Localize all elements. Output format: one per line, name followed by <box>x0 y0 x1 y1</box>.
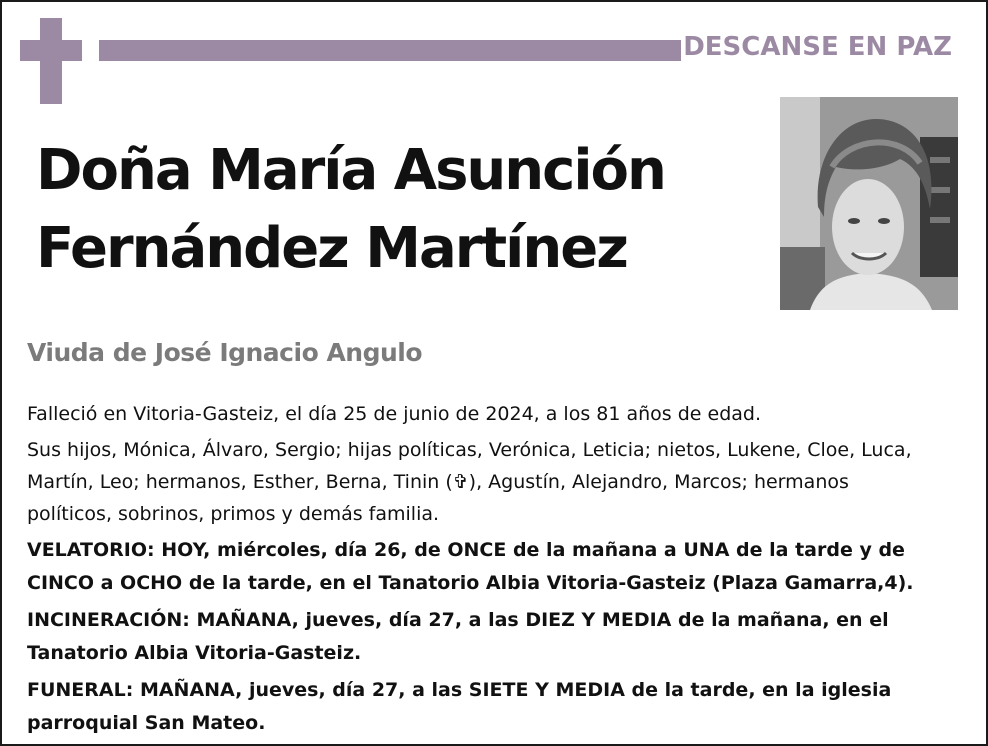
widow-subtitle: Viuda de José Ignacio Angulo <box>27 338 423 367</box>
family-line: Martín, Leo; hermanos, Esther, Berna, Tinin (✞), Agustín, Alejandro, Marcos; hermanos <box>27 471 849 493</box>
velatorio-paragraph <box>27 534 972 600</box>
funeral-line: FUNERAL: MAÑANA, jueves, día 27, a las SIETE Y MEDIA de la tarde, en la iglesia <box>27 679 892 701</box>
header-label: DESCANSE EN PAZ <box>683 32 952 62</box>
family-line: Sus hijos, Mónica, Álvaro, Sergio; hijas políticas, Verónica, Leticia; nietos, Lukene, Cloe, Luca, <box>27 439 912 461</box>
cross-icon-bar <box>20 40 82 61</box>
death-notice <box>27 398 972 430</box>
funeral-paragraph <box>27 674 972 740</box>
velatorio-line: VELATORIO: HOY, miércoles, día 26, de ONCE de la mañana a UNA de la tarde y de <box>27 539 905 561</box>
portrait-photo-image <box>780 97 958 310</box>
header-rule <box>99 40 681 61</box>
incineracion-paragraph <box>27 604 972 670</box>
death-notice-line: Falleció en Vitoria-Gasteiz, el día 25 de junio de 2024, a los 81 años de edad. <box>27 403 762 425</box>
incineracion-line: Tanatorio Albia Vitoria-Gasteiz. <box>27 642 362 664</box>
portrait-photo <box>780 97 958 310</box>
cross-icon <box>40 18 62 104</box>
incineracion-line: INCINERACIÓN: MAÑANA, jueves, día 27, a las DIEZ Y MEDIA de la mañana, en el <box>27 609 889 631</box>
family-paragraph <box>27 434 972 530</box>
notice-body <box>27 398 972 744</box>
name-line-2: Fernández Martínez <box>36 216 627 281</box>
family-line: políticos, sobrinos, primos y demás familia. <box>27 503 440 525</box>
velatorio-line: CINCO a OCHO de la tarde, en el Tanatorio Albia Vitoria-Gasteiz (Plaza Gamarra,4). <box>27 572 914 594</box>
deceased-name <box>36 132 756 288</box>
name-line-1: Doña María Asunción <box>36 138 665 203</box>
funeral-line: parroquial San Mateo. <box>27 712 266 734</box>
